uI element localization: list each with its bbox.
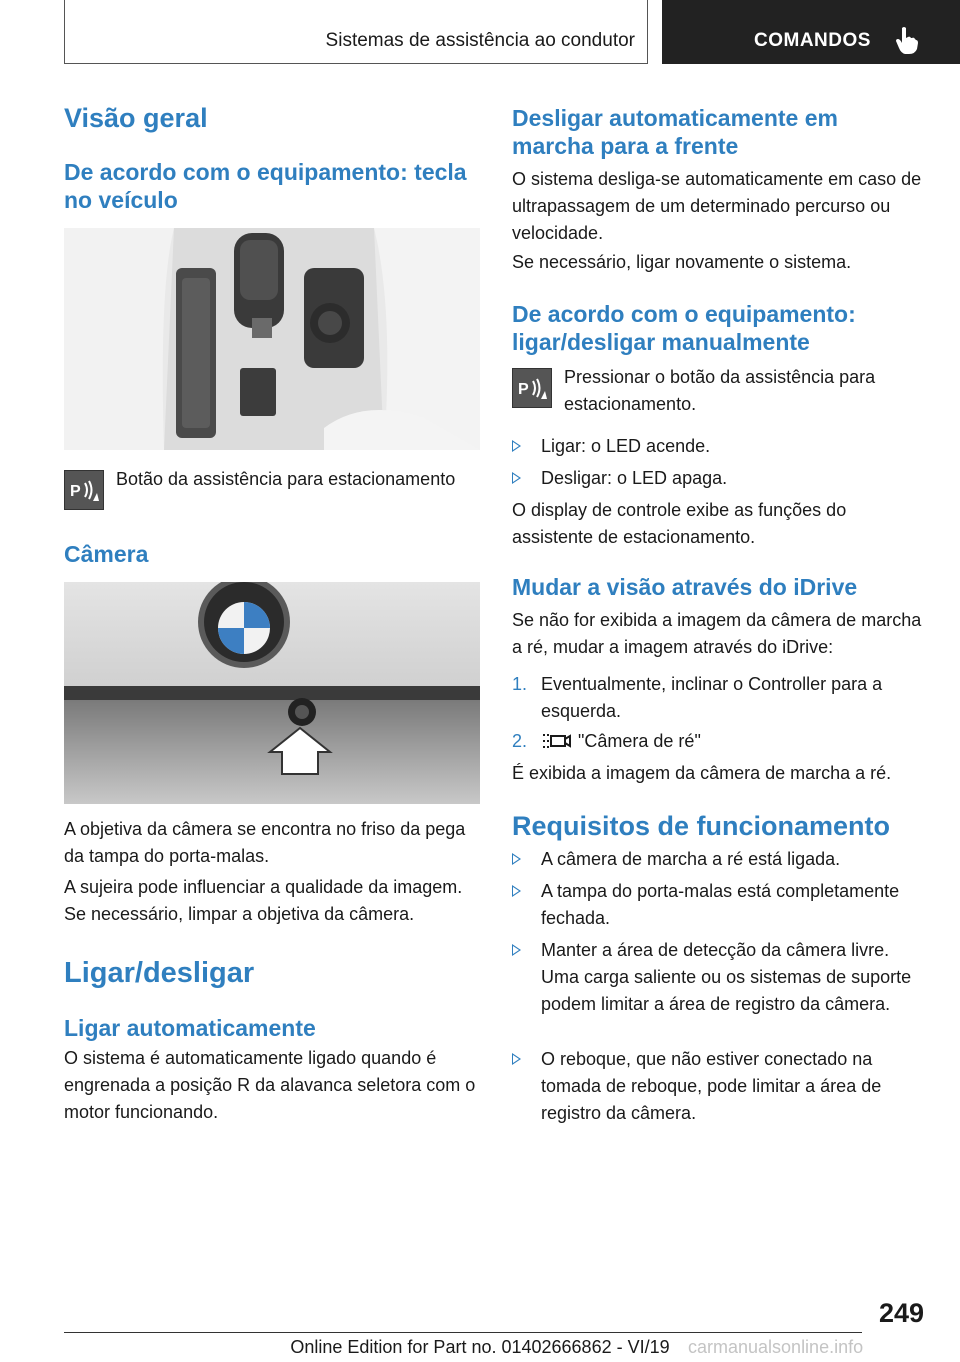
heading-on-off: Ligar/desligar <box>64 957 255 989</box>
bullet-triangle-icon <box>512 1053 521 1065</box>
camera-paragraph-2: A sujeira pode influenciar a qualidade da imagem. Se necessário, limpar a objetiva da câmera. <box>64 877 463 924</box>
heading-requirements: Requisitos de funcionamento <box>512 811 891 841</box>
footer-rule <box>64 1332 862 1333</box>
chapter-title: COMANDOS <box>754 30 871 51</box>
pointing-hand-icon <box>896 26 918 54</box>
rear-camera-icon <box>541 731 571 751</box>
led-list-item: Desligar: o LED apaga. <box>512 465 926 492</box>
park-assist-button-icon-2 <box>512 368 552 408</box>
edition-note: Online Edition for Part no. 01402666862 - VI/19 <box>290 1337 670 1357</box>
display-paragraph: O display de controle exibe as funções do assistente de estacionamento. <box>512 500 847 547</box>
bullet-triangle-icon <box>512 853 521 865</box>
rear-camera-photo <box>64 582 480 804</box>
bullet-triangle-icon <box>512 885 521 897</box>
heading-auto-off: Desligar automaticamente em marcha para a frente <box>512 105 838 159</box>
svg-text:P: P <box>70 483 81 500</box>
heading-idrive: Mudar a visão através do iDrive <box>512 574 858 600</box>
auto-off-paragraph-2: Se necessário, ligar novamente o sistema. <box>512 252 852 272</box>
step-item: 1. Eventualmente, inclinar o Controller para a esquerda. <box>512 674 883 721</box>
chapter-tab <box>662 0 960 64</box>
page-number: 249 <box>878 1298 924 1328</box>
watermark: carmanualsonline.info <box>688 1337 864 1357</box>
center-console-photo <box>64 228 480 450</box>
heading-manual: De acordo com o equipamento: ligar/desligar manualmente <box>512 301 856 355</box>
bullet-triangle-icon <box>512 440 521 452</box>
bullet-triangle-icon <box>512 472 521 484</box>
step-item: 2. "Câmera de ré" <box>512 731 701 751</box>
idrive-result: É exibida a imagem da câmera de marcha a ré. <box>512 763 892 783</box>
manual-instruction: Pressionar o botão da assistência para estacionamento. <box>564 367 876 414</box>
svg-text:P: P <box>518 381 529 398</box>
auto-on-paragraph: O sistema é automaticamente ligado quando é engrenada a posição R da alavanca seletora com o motor funcionando. <box>64 1048 476 1122</box>
led-list-item: Ligar: o LED acende. <box>512 433 926 460</box>
heading-equipment-button: De acordo com o equipamento: tecla no veículo <box>64 159 467 213</box>
idrive-paragraph: Se não for exibida a imagem da câmera de marcha a ré, mudar a imagem através do iDrive: <box>512 610 922 657</box>
bullet-triangle-icon <box>512 944 521 956</box>
heading-overview: Visão geral <box>64 103 208 133</box>
section-title: Sistemas de assistência ao condutor <box>325 30 635 51</box>
heading-camera: Câmera <box>64 541 149 567</box>
camera-paragraph-1: A objetiva da câmera se encontra no friso da pega da tampa do porta-malas. <box>64 819 466 866</box>
button-caption: Botão da assistência para estacionamento <box>116 469 456 489</box>
heading-auto-on: Ligar automaticamente <box>64 1015 316 1041</box>
running-header <box>64 0 648 64</box>
auto-off-paragraph-1: O sistema desliga-se automaticamente em caso de ultrapassagem de um determinado percurso ou velocidade. <box>512 169 922 243</box>
park-assist-button-icon <box>64 470 104 510</box>
